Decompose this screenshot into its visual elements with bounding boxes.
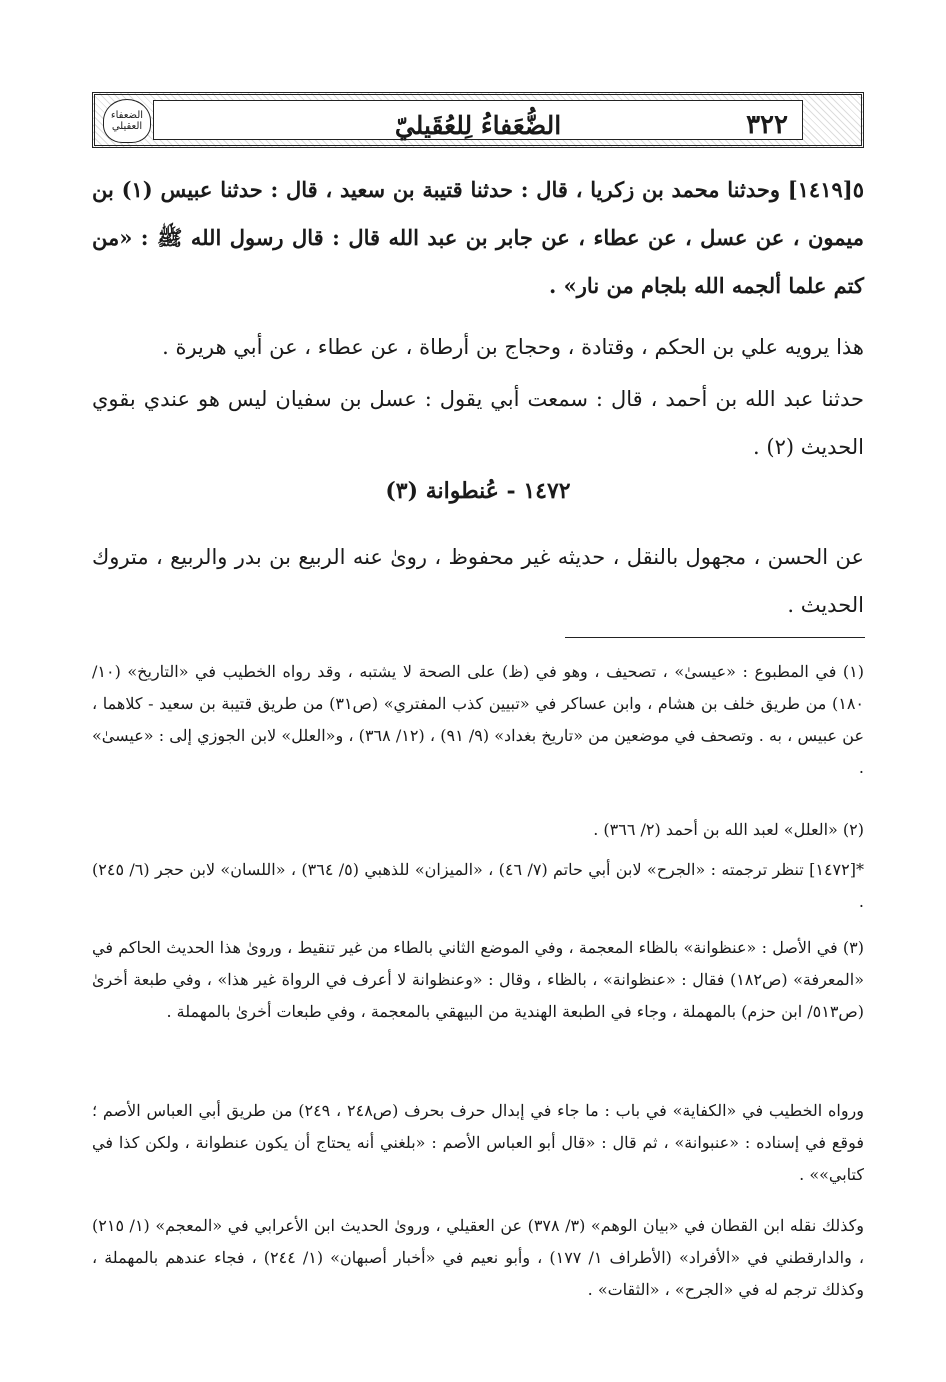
footnote-3: (٣) في الأصل : «عنظوانة» بالظاء المعجمة ، وفي الموضع الثاني بالطاء من غير تنقيط ، وروىٰ هذا الحديث الحاكم في «المعرفة» (ص١٨٢) فقال : «عنظوانة» ، بالظاء ، وقال : «وعنظوانة لا أعرف في الرواة غير هذا» ، وفي طبعة أخرىٰ (ص٥١٣/ ابن حزم) بالمهملة ، وجاء في الطبعة الهندية من البيهقي بالمعجمة ، وفي طبعات أخرىٰ بالمهملة . bbox=[92, 938, 865, 1021]
commentary: هذا يرويه علي بن الحكم ، وقتادة ، وحجاج بن أرطاة ، عن عطاء ، عن أبي هريرة . bbox=[162, 335, 864, 359]
footnote-divider bbox=[565, 637, 865, 638]
footnote-3-continued-2: وكذلك نقله ابن القطان في «بيان الوهم» (٣/ ٣٧٨) عن العقيلي ، وروىٰ الحديث ابن الأعرابي في «المعجم» (١/ ٢١٥) ، والدارقطني في «الأفراد» (الأطراف ١/ ١٧٧) ، وأبو نعيم في «أخبار أصبهان» (١/ ٢٤٤) ، فجاء عندهم بالمهملة ، وكذلك ترجم له في «الجرح» ، «الثقات» . bbox=[92, 1216, 865, 1299]
footnote-star: *[١٤٧٢] تنظر ترجمته : «الجرح» لابن أبي حاتم (٧/ ٤٦) ، «الميزان» للذهبي (٥/ ٣٦٤) ، «اللسان» لابن حجر (٦/ ٢٤٥) . bbox=[92, 860, 864, 911]
narration: حدثنا عبد الله بن أحمد ، قال : سمعت أبي يقول : عسل بن سفيان ليس هو عندي بقوي الحديث (٢) . bbox=[92, 387, 864, 459]
entry-heading: ١٤٧٢ - عُنطوانة (٣) bbox=[385, 478, 571, 504]
footnote-2: (٢) «العلل» لعبد الله بن أحمد (٢/ ٣٦٦) . bbox=[593, 820, 864, 839]
emblem-text: الضعفاء العقيلي bbox=[110, 110, 144, 132]
footnote-1: (١) في المطبوع : «عيسىٰ» ، تصحيف ، وهو في (ظ) على الصحة لا يشتبه ، وقد رواه الخطيب في «التاريخ» (١٠/ ١٨٠) من طريق خلف بن هشام ، وابن عساكر في «تبيين كذب المفتري» (ص٣١) من طريق قتيبة بن سعيد - كلاهما ، عن عبيس ، به . وتصحف في موضعين من «تاريخ بغداد» (٩/ ٩١) ، (١٢/ ٣٦٨) ، و«العلل» لابن الجوزي إلى : «عيسىٰ» . bbox=[92, 662, 865, 777]
page-header bbox=[92, 92, 864, 148]
book-emblem-icon bbox=[103, 99, 151, 143]
footnote-3-continued: ورواه الخطيب في «الكفاية» في باب : ما جاء في إبدال حرف بحرف (ص٢٤٨ ، ٢٤٩) من طريق أبي العباس الأصم ؛ فوقع في إسناده : «عنبوانة» ، ثم قال : «قال أبو العباس الأصم : «بلغني أنه يحتاج أن يكون عنطوانة ، ولكن كذا في كتابي»» . bbox=[92, 1101, 865, 1184]
hadith-text: ٥[١٤١٩] وحدثنا محمد بن زكريا ، قال : حدثنا قتيبة بن سعيد ، قال : حدثنا عبيس (١) بن ميمون ، عن عسل ، عن عطاء ، عن جابر بن عبد الله قال : قال رسول الله ﷺ : «من كتم علما ألجمه الله بلجام من نار» . bbox=[92, 177, 864, 298]
page-number: ٣٢٢ bbox=[746, 110, 788, 140]
entry-text: عن الحسن ، مجهول بالنقل ، حديثه غير محفوظ ، روىٰ عنه الربيع بن بدر والربيع ، متروك الحديث . bbox=[92, 545, 864, 617]
book-title: الضُّعَفاءُ لِلعُقَيليّ bbox=[394, 111, 562, 140]
header-frame bbox=[153, 100, 803, 140]
